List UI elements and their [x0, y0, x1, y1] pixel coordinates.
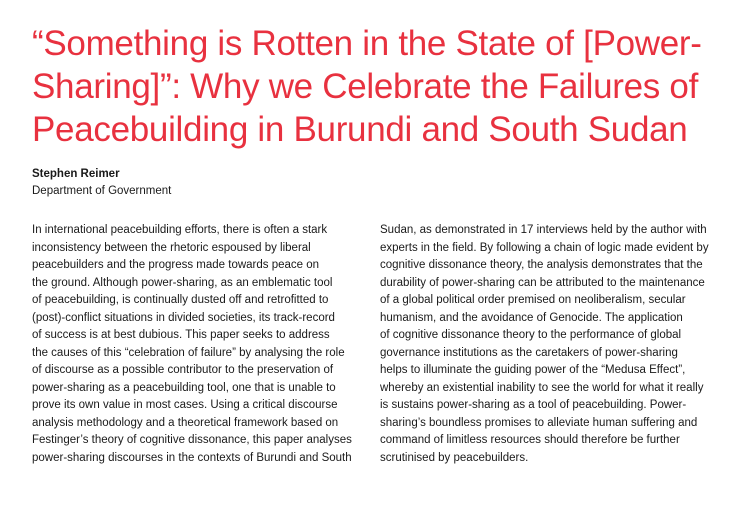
abstract-line: of discourse as a possible contributor to the preservation of — [32, 364, 334, 376]
abstract-line: governance institutions as the caretakers of power-sharing — [380, 346, 678, 359]
abstract-line: of cognitive dissonance theory to the performance of global — [380, 329, 682, 341]
abstract-line: helps to illuminate the guiding power of the “Medusa Effect”, — [380, 364, 686, 376]
author-department: Department of Government — [32, 185, 172, 197]
abstract-line: power-sharing as a peacebuilding tool, one that is unable to — [32, 381, 336, 394]
abstract-line: command of limitless resources should therefore be further — [380, 434, 680, 446]
abstract-line: prove its own value in most cases. Using a critical discourse — [32, 399, 338, 411]
abstract-line: the ground. Although power-sharing, as an emblematic tool — [32, 276, 333, 289]
abstract-line: peacebuilders and the progress made towards peace on — [32, 259, 320, 271]
abstract-line: scrutinised by peacebuilders. — [380, 451, 529, 464]
abstract-line: of a global political order premised on neoliberalism, secular — [380, 294, 686, 306]
abstract-line: the causes of this “celebration of failure” by analysing the role — [32, 346, 345, 359]
abstract-line: Sudan, as demonstrated in 17 interviews held by the author with — [380, 224, 707, 236]
title-line: Peacebuilding in Burundi and South Sudan — [32, 110, 688, 149]
abstract-line: of peacebuilding, is continually dusted off and retrofitted to — [32, 294, 329, 306]
abstract-line: power-sharing discourses in the contexts of Burundi and South — [32, 451, 352, 464]
abstract-line: inconsistency between the rhetoric espoused by liberal — [32, 241, 311, 254]
abstract-line: In international peacebuilding efforts, there is often a stark — [32, 224, 328, 236]
abstract-line: experts in the field. By following a chain of logic made evident by — [380, 241, 709, 254]
abstract-line: cognitive dissonance theory, the analysis demonstrates that the — [380, 259, 703, 271]
abstract-line: is sustains power-sharing as a tool of peacebuilding. Power- — [380, 399, 687, 411]
abstract-line: sharing’s boundless promises to alleviate human suffering and — [380, 416, 698, 429]
abstract-line: analysis methodology and a theoretical framework based on — [32, 416, 339, 429]
abstract-line: durability of power-sharing can be attributed to the maintenance — [380, 276, 705, 289]
author-name: Stephen Reimer — [32, 168, 120, 180]
abstract-right-column — [380, 222, 730, 467]
abstract-line: (post)-conflict situations in divided societies, its track-record — [32, 311, 335, 324]
title-line: Sharing]”: Why we Celebrate the Failures of — [32, 67, 699, 106]
article-title — [32, 22, 732, 151]
title-line: “Something is Rotten in the State of [Power- — [32, 24, 702, 63]
abstract-line: whereby an existential inability to see the world for what it really — [380, 381, 704, 394]
abstract-line: of success is at best dubious. This paper seeks to address — [32, 329, 330, 341]
abstract-line: humanism, and the avoidance of Genocide. The application — [380, 311, 683, 324]
abstract-line: Festinger’s theory of cognitive dissonance, this paper analyses — [32, 434, 352, 446]
abstract-left-column — [32, 222, 367, 467]
